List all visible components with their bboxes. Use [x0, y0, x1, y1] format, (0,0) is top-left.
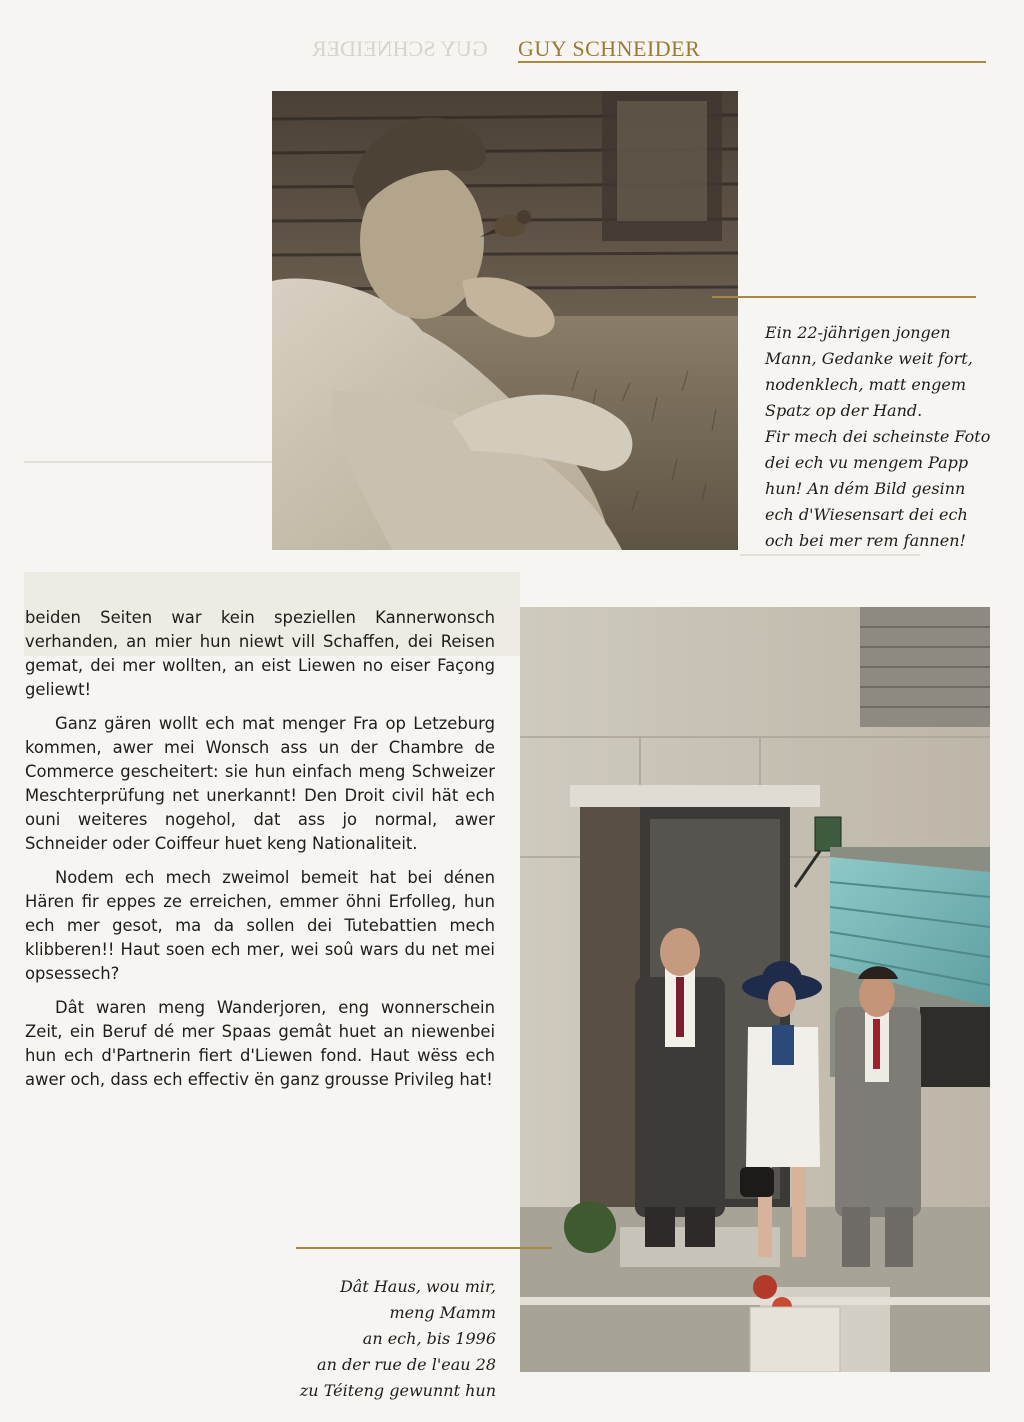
body-paragraph: beiden Seiten war kein speziellen Kannerwonsch verhanden, an mier hun niewt vill Schaffen, dei Reisen gemat, dei mer wollten, an eist Liewen no eiser Façong geliewt!: [25, 608, 495, 699]
body-paragraph: Ganz gären wollt ech mat menger Fra op Letzeburg kommen, awer mei Wonsch ass un der Chambre de Commerce gescheitert: sie hun einfach meng Schweizer Meschterprüfung net unerkannt! Den Droit civil hät ech ouni weiteres nogehol, dat ass jo normal, awer Schneider oder Coiffeur huet keng Nationaliteit.: [25, 714, 495, 853]
caption-line: ech d'Wiesensart dei ech: [765, 505, 968, 524]
caption-line: an ech, bis 1996: [362, 1329, 496, 1348]
house-photo: [520, 607, 990, 1372]
header-rule: [518, 61, 986, 63]
caption-line: dei ech vu mengem Papp: [765, 453, 969, 472]
body-paragraph: Dât waren meng Wanderjoren, eng wonnerschein Zeit, ein Beruf dé mer Spaas gemât huet an niewenbei hun ech d'Partnerin fiert d'Liewen fond. Haut wëss ech awer och, dass ech effectiv ën ganz grousse Privileg hat!: [25, 998, 495, 1089]
caption-line: zu Téiteng gewunnt hun: [299, 1381, 496, 1400]
caption-line: Ein 22-jährigen jongen: [765, 323, 951, 342]
caption-line: nodenklech, matt engem: [765, 375, 966, 394]
caption-line: Mann, Gedanke weit fort,: [765, 349, 973, 368]
article-body: [25, 606, 495, 1092]
page-header-title: GUY SCHNEIDER: [518, 36, 701, 61]
caption1-rule: [712, 296, 976, 298]
caption-line: hun! An dém Bild gesinn: [765, 479, 966, 498]
reverse-side-ghost-text: [30, 484, 260, 580]
house-photo-illustration: [520, 607, 990, 1372]
house-caption: [276, 1274, 496, 1404]
body-paragraph: Nodem ech mech zweimol bemeit hat bei dénen Hären fir eppes ze erreichen, emmer öhni Erfolleg, hun ech mer gesot, ma da sollen dei Tutebattien mech klibberen!! Haut soen ech mer, wei soû wars du net mei opsessech?: [25, 868, 495, 983]
portrait-caption: [765, 320, 991, 554]
portrait-photo-illustration: [272, 91, 738, 550]
caption-line: meng Mamm: [389, 1303, 496, 1322]
caption-line: Fir mech dei scheinste Foto: [765, 427, 991, 446]
caption-line: och bei mer rem fannen!: [765, 531, 966, 550]
caption-line: Spatz op der Hand.: [765, 401, 923, 420]
reverse-side-ghost-rule: [24, 461, 272, 463]
reverse-side-ghost-rule: [740, 554, 920, 556]
caption2-rule: [296, 1247, 552, 1249]
reverse-side-header-ghost: GUY SCHNEIDER: [312, 36, 488, 61]
portrait-photo: [272, 91, 738, 550]
caption-line: an der rue de l'eau 28: [317, 1355, 496, 1374]
caption-line: Dât Haus, wou mir,: [339, 1277, 496, 1296]
